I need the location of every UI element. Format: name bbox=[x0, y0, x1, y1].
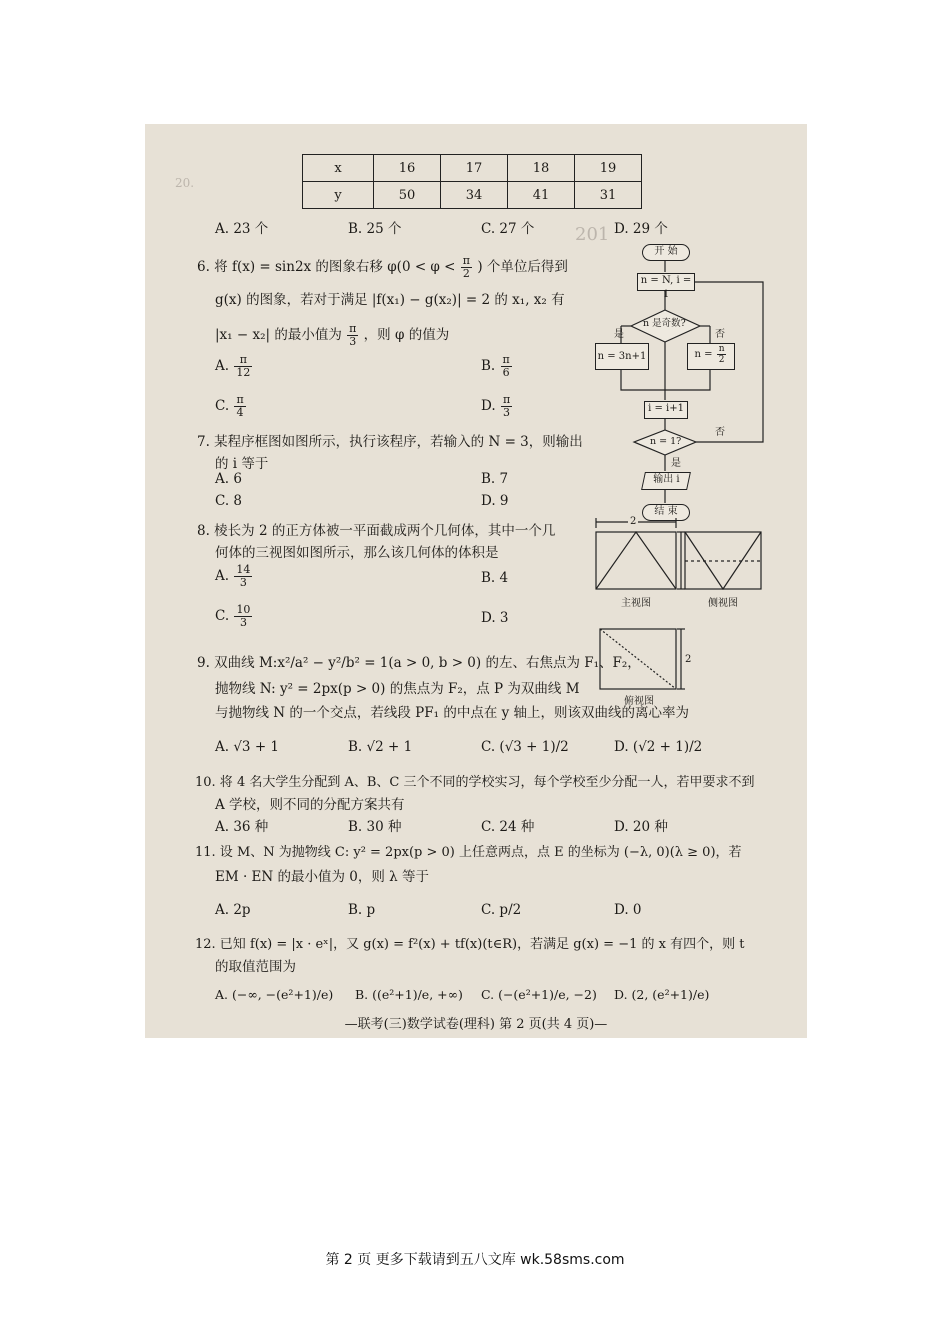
denominator: 2 bbox=[718, 355, 725, 365]
bleed-through-text: 201 bbox=[575, 224, 610, 245]
q7-option-b: B. 7 bbox=[481, 471, 509, 487]
table-cell: 50 bbox=[374, 182, 441, 209]
q7-option-d: D. 9 bbox=[481, 493, 509, 509]
q10-option-d: D. 20 种 bbox=[614, 819, 668, 835]
q10-stem-line1: 10. 将 4 名大学生分配到 A、B、C 三个不同的学校实习，每个学校至少分配一人，若甲要求不到 bbox=[195, 775, 755, 790]
table-cell: x bbox=[303, 155, 374, 182]
table-cell: 18 bbox=[508, 155, 575, 182]
dim-label-front-width: 2 bbox=[628, 513, 638, 531]
option-label: A. bbox=[215, 358, 230, 374]
q9-stem-line1: 9. 双曲线 M:x²/a² − y²/b² = 1(a > 0, b > 0) 的左、右焦点为 F₁、F₂， bbox=[197, 655, 641, 671]
scanned-exam-page bbox=[145, 124, 807, 1038]
numerator: 10 bbox=[236, 603, 251, 616]
q11-option-b: B. p bbox=[348, 902, 376, 918]
denominator: 12 bbox=[236, 366, 251, 379]
front-view-caption: 主视图 bbox=[621, 598, 651, 609]
denominator: 3 bbox=[503, 406, 511, 419]
q8-option-d: D. 3 bbox=[481, 610, 509, 626]
flowchart-odd-box: n = 3n+1 bbox=[595, 343, 649, 370]
q10-option-a: A. 36 种 bbox=[215, 819, 269, 835]
flowchart-condition-one: n = 1? bbox=[650, 436, 682, 447]
q8-option-b: B. 4 bbox=[481, 570, 509, 586]
output-text: 输出 i bbox=[653, 474, 680, 485]
table-cell: 17 bbox=[441, 155, 508, 182]
q12-option-a: A. (−∞, −(e²+1)/e) bbox=[215, 987, 334, 1002]
q10-option-c: C. 24 种 bbox=[481, 819, 535, 835]
q11-option-a: A. 2p bbox=[215, 902, 251, 918]
q8-stem-line1: 8. 棱长为 2 的正方体被一平面截成两个几何体，其中一个几 bbox=[197, 523, 556, 539]
q6-text: ，则 φ 的值为 bbox=[363, 327, 450, 343]
table-cell: 31 bbox=[575, 182, 642, 209]
q7-option-a: A. 6 bbox=[215, 471, 242, 487]
top-view-caption: 俯视图 bbox=[624, 696, 654, 707]
numerator: π bbox=[502, 393, 511, 406]
flowchart-no2-label: 否 bbox=[715, 427, 725, 438]
q9-stem-line3: 与抛物线 N 的一个交点，若线段 PF₁ 的中点在 y 轴上，则该双曲线的离心率为 bbox=[215, 705, 690, 721]
denominator: 3 bbox=[349, 335, 357, 348]
numerator: π bbox=[349, 322, 357, 335]
q9-option-b: B. √2 + 1 bbox=[348, 739, 413, 755]
side-view-caption: 侧视图 bbox=[708, 598, 738, 609]
option-label: B. bbox=[481, 358, 496, 374]
table-cell: 19 bbox=[575, 155, 642, 182]
flowchart-condition-odd: n 是奇数? bbox=[643, 318, 686, 329]
table-cell: y bbox=[303, 182, 374, 209]
option-label: C. bbox=[215, 398, 230, 414]
table-cell: 34 bbox=[441, 182, 508, 209]
q6-text: 6. 将 f(x) = sin2x 的图象右移 φ(0 < φ < bbox=[197, 259, 456, 275]
denominator: 4 bbox=[236, 406, 244, 419]
q6-stem-line2: g(x) 的图象，若对于满足 |f(x₁) − g(x₂)| = 2 的 x₁, x₂ 有 bbox=[215, 292, 565, 308]
flowchart-yes-label: 是 bbox=[614, 329, 624, 340]
numerator: π bbox=[234, 354, 252, 367]
table-cell: 16 bbox=[374, 155, 441, 182]
q9-option-c: C. (√3 + 1)/2 bbox=[481, 739, 569, 755]
q5-option-a: A. 23 个 bbox=[215, 221, 269, 237]
numerator: n bbox=[718, 344, 725, 354]
q10-option-b: B. 30 种 bbox=[348, 819, 402, 835]
bleed-through-text: 20. bbox=[175, 176, 195, 190]
flowchart-init-box: n = N, i = 1 bbox=[637, 273, 695, 291]
numerator: π bbox=[236, 393, 244, 406]
q12-stem-line2: 的取值范围为 bbox=[215, 959, 296, 975]
flowchart-no-label: 否 bbox=[715, 329, 725, 340]
q5-option-b: B. 25 个 bbox=[348, 221, 402, 237]
download-footer: 第 2 页 更多下载请到五八文库 wk.58sms.com bbox=[325, 1252, 625, 1268]
q9-option-a: A. √3 + 1 bbox=[215, 739, 280, 755]
exam-page-footer: —联考(三)数学试卷(理科) 第 2 页(共 4 页)— bbox=[344, 1017, 608, 1032]
flowchart-increment-box: i = i+1 bbox=[644, 401, 688, 419]
dim-label-top-height: 2 bbox=[685, 654, 692, 665]
q11-stem-line2: EM · EN 的最小值为 0，则 λ 等于 bbox=[215, 869, 430, 885]
q5-option-d: D. 29 个 bbox=[614, 221, 668, 237]
q12-option-b: B. ((e²+1)/e, +∞) bbox=[355, 987, 463, 1002]
q11-stem-line1: 11. 设 M、N 为抛物线 C: y² = 2px(p > 0) 上任意两点，点 E 的坐标为 (−λ, 0)(λ ≥ 0)，若 bbox=[195, 845, 742, 860]
q10-stem-line2: A 学校，则不同的分配方案共有 bbox=[215, 797, 405, 813]
q7-stem-line2: 的 i 等于 bbox=[215, 456, 269, 472]
numerator: π bbox=[502, 353, 510, 366]
q11-option-d: D. 0 bbox=[614, 902, 642, 918]
table-cell: 41 bbox=[508, 182, 575, 209]
denominator: 3 bbox=[239, 616, 247, 629]
assign-text: n = bbox=[694, 349, 713, 360]
option-label: D. bbox=[481, 398, 496, 414]
q12-option-d: D. (2, (e²+1)/e) bbox=[614, 987, 710, 1002]
q9-option-d: D. (√2 + 1)/2 bbox=[614, 739, 703, 755]
flowchart-end: 结 束 bbox=[642, 504, 690, 521]
flowchart-start: 开 始 bbox=[642, 244, 690, 261]
q6-text: |x₁ − x₂| 的最小值为 bbox=[215, 327, 342, 343]
numerator: 14 bbox=[236, 563, 251, 576]
q8-stem-line2: 何体的三视图如图所示，那么该几何体的体积是 bbox=[215, 545, 499, 561]
option-label: C. bbox=[215, 608, 230, 624]
q11-option-c: C. p/2 bbox=[481, 902, 522, 918]
numerator: π bbox=[462, 254, 471, 267]
q6-text: ) 个单位后得到 bbox=[477, 259, 568, 275]
denominator: 3 bbox=[239, 576, 247, 589]
denominator: 2 bbox=[462, 267, 470, 280]
q7-stem-line1: 7. 某程序框图如图所示，执行该程序，若输入的 N = 3，则输出 bbox=[197, 434, 583, 450]
flowchart-yes2-label: 是 bbox=[671, 458, 681, 469]
denominator: 6 bbox=[502, 366, 510, 379]
q9-stem-line2: 抛物线 N: y² = 2px(p > 0) 的焦点为 F₂，点 P 为双曲线 M bbox=[215, 681, 580, 697]
q12-option-c: C. (−(e²+1)/e, −2) bbox=[481, 987, 597, 1002]
q12-stem-line1: 12. 已知 f(x) = |x · eˣ|，又 g(x) = f²(x) + tf(x)(t∈R)，若满足 g(x) = −1 的 x 有四个，则 t bbox=[195, 937, 745, 952]
option-label: A. bbox=[215, 568, 230, 584]
q7-option-c: C. 8 bbox=[215, 493, 243, 509]
q5-option-c: C. 27 个 bbox=[481, 221, 535, 237]
